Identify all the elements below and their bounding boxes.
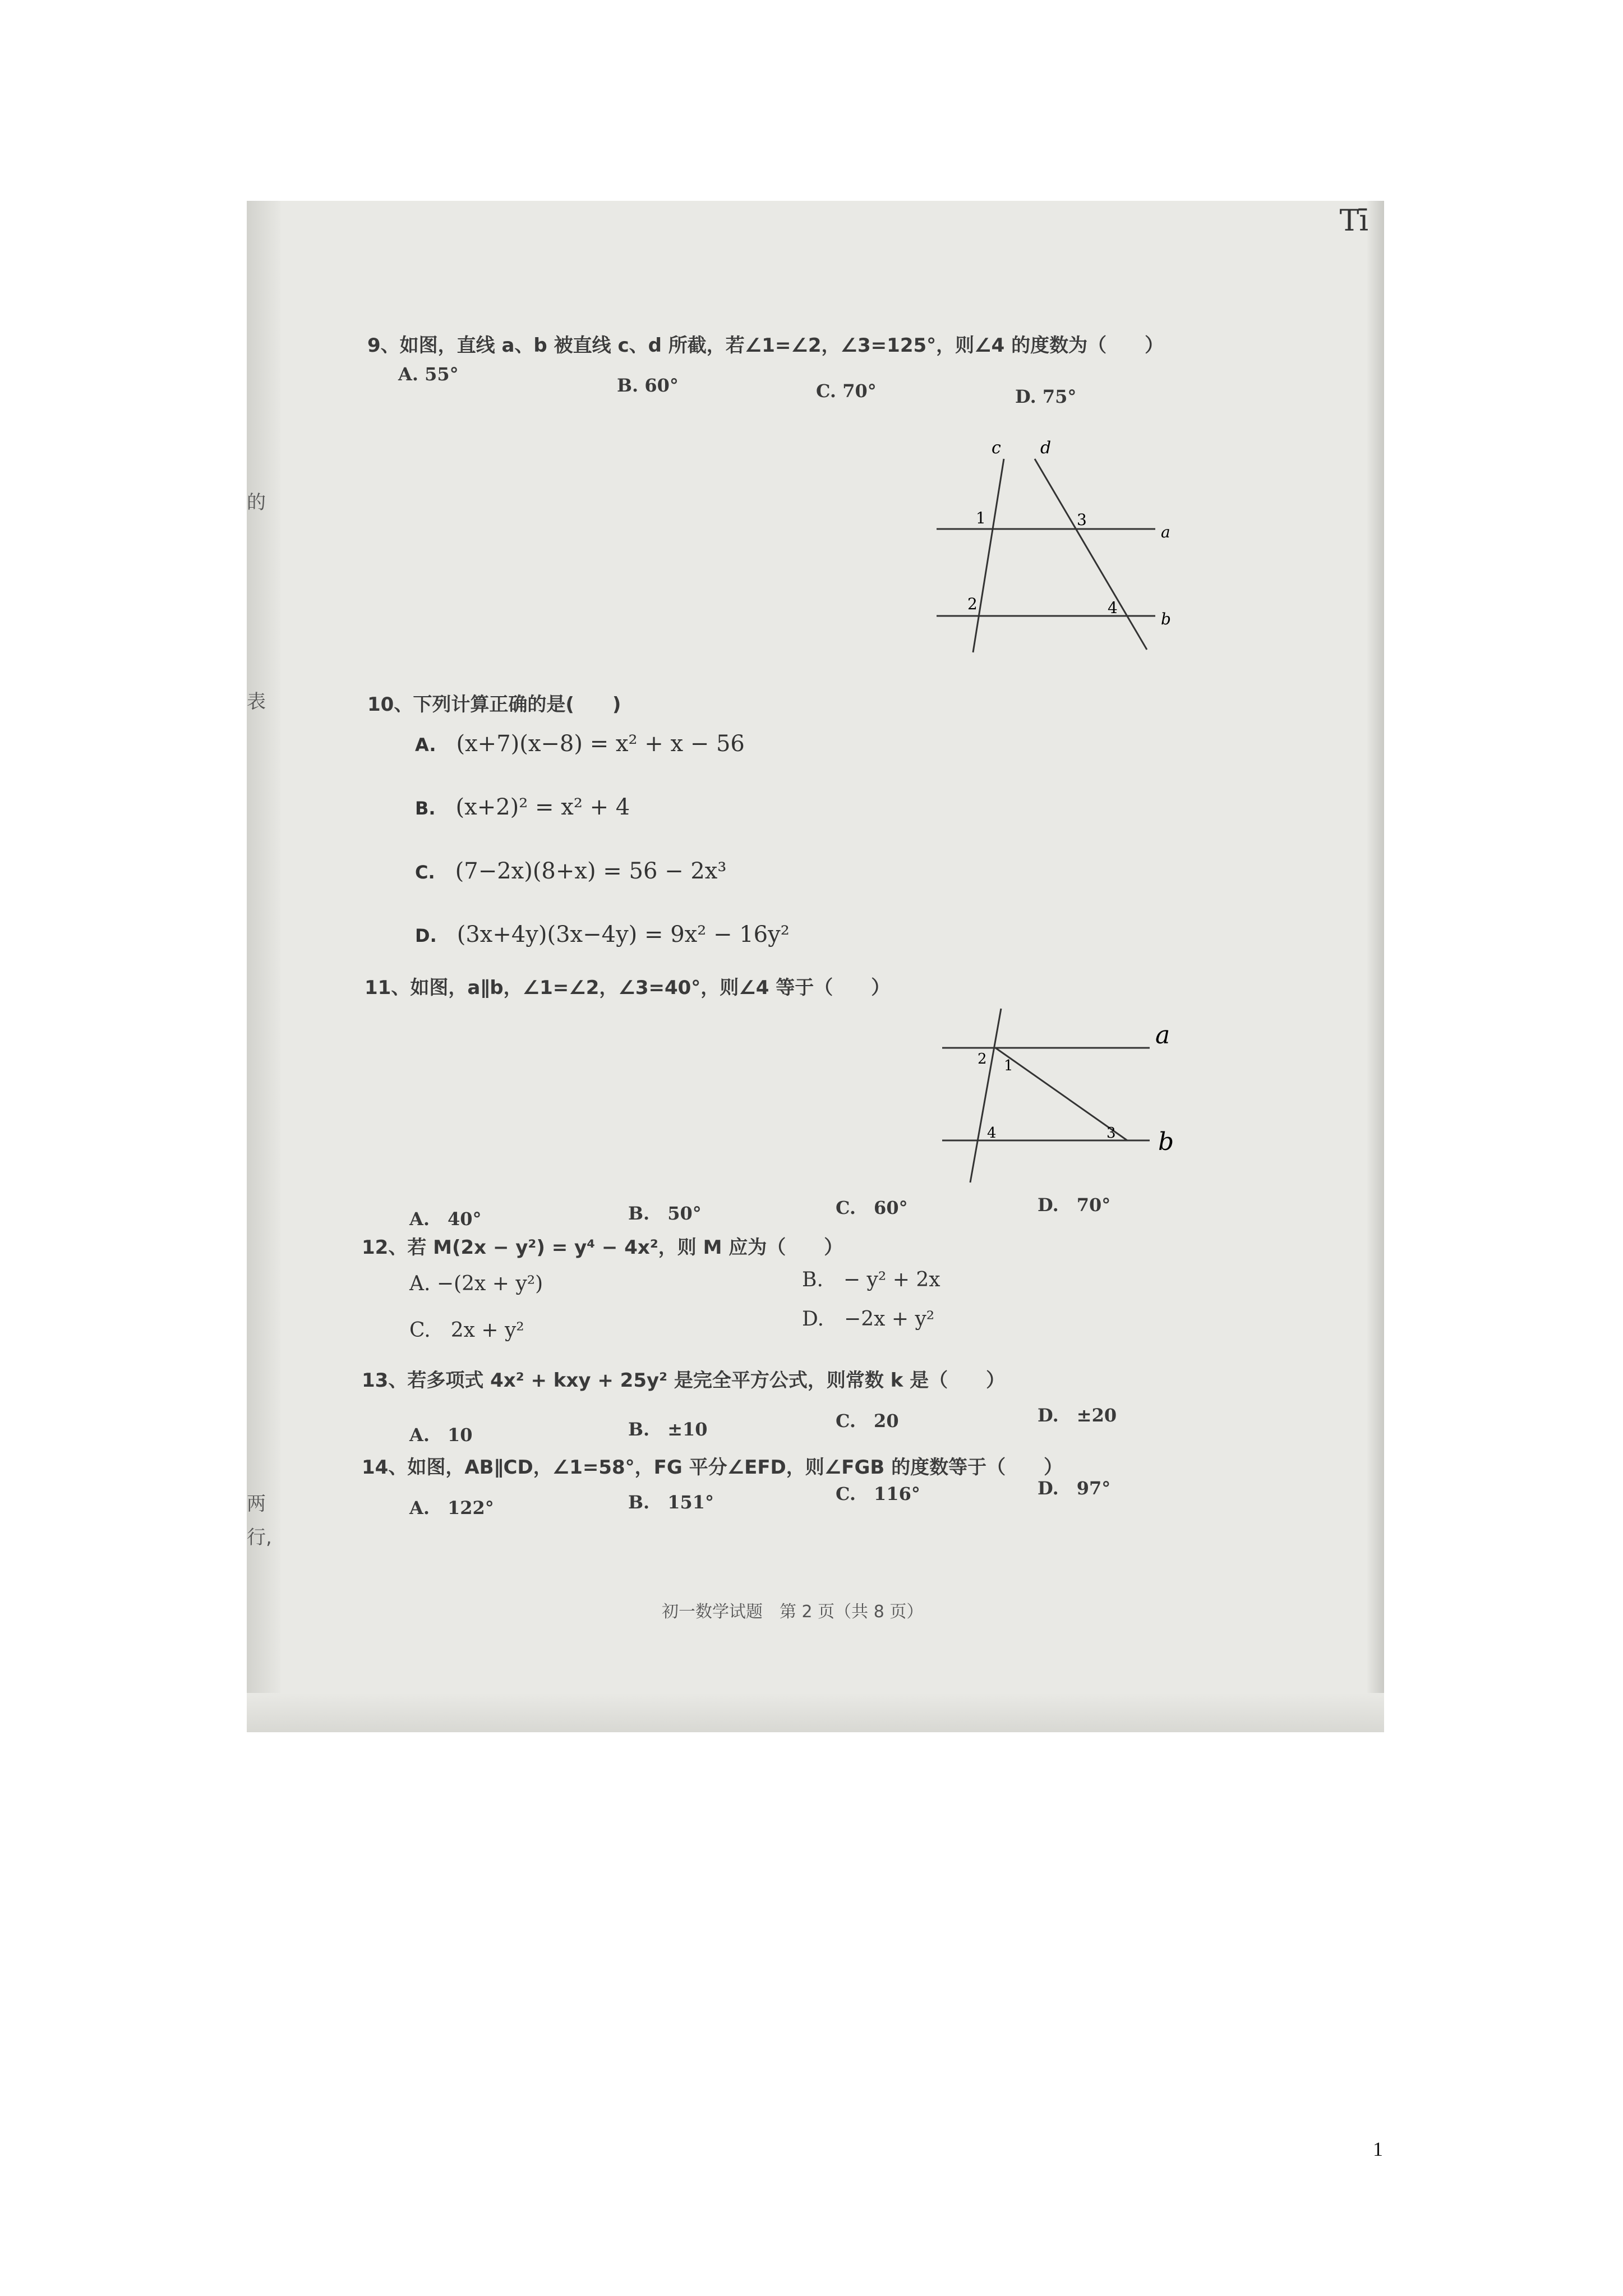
question-11-stem: 11、如图，a∥b，∠1=∠2，∠3=40°，则∠4 等于（ ）: [365, 977, 891, 999]
option-expression: (7−2x)(8+x) = 56 − 2x³: [455, 858, 727, 884]
question-13-stem: 13、若多项式 4x² + kxy + 25y² 是完全平方公式，则常数 k 是（ ）: [362, 1369, 1006, 1392]
corner-mark: Tī: [1339, 204, 1368, 238]
question-10-stem: 10、下列计算正确的是( ): [367, 693, 621, 716]
label-a: a: [1155, 1021, 1170, 1050]
q10-option-a: [415, 731, 745, 757]
q10-option-c: [415, 858, 726, 884]
q13-option-c: C. 20: [836, 1410, 899, 1432]
question-12-stem: 12、若 M(2x − y²) = y⁴ − 4x²，则 M 应为（ ）: [362, 1236, 843, 1259]
q11-option-c: C. 60°: [836, 1197, 908, 1218]
q14-option-c: C. 116°: [836, 1483, 920, 1504]
q12-option-a: A. −(2x + y²): [409, 1272, 543, 1295]
margin-note: 两: [247, 1493, 266, 1515]
line-c: [973, 459, 1004, 652]
q13-option-b: B. ±10: [628, 1419, 708, 1440]
option-expression: (x+7)(x−8) = x² + x − 56: [456, 731, 745, 757]
q11-option-a: A. 40°: [409, 1208, 482, 1230]
page-number: 1: [1373, 2138, 1383, 2160]
option-expression: (x+2)² = x² + 4: [455, 794, 630, 820]
angle-3-label: 3: [1077, 510, 1087, 529]
option-label: B.: [415, 798, 436, 819]
label-a: a: [1161, 523, 1170, 541]
exam-footer: 初一数学试题 第 2 页（共 8 页）: [662, 1602, 924, 1622]
margin-note: 的: [247, 491, 266, 514]
option-label: C.: [415, 862, 435, 883]
q9-option-a: A. 55°: [398, 364, 459, 385]
transversal: [970, 1009, 1001, 1182]
q9-option-d: D. 75°: [1015, 386, 1077, 407]
angle-1-label: 1: [1004, 1057, 1013, 1074]
q14-option-b: B. 151°: [628, 1492, 714, 1513]
angle-2-label: 2: [978, 1051, 987, 1068]
angle-4-label: 4: [1108, 599, 1118, 617]
q12-option-d: D. −2x + y²: [802, 1308, 935, 1331]
question-14-stem: 14、如图，AB∥CD，∠1=58°，FG 平分∠EFD，则∠FGB 的度数等于（ ）: [362, 1456, 1063, 1479]
q13-option-a: A. 10: [409, 1424, 473, 1446]
angle-2-label: 2: [967, 595, 978, 613]
question-9-stem: 9、如图，直线 a、b 被直线 c、d 所截，若∠1=∠2，∠3=125°，则∠4 的度数为（ ）: [367, 334, 1164, 357]
q10-option-b: [415, 794, 630, 820]
label-b: b: [1161, 610, 1171, 628]
q14-option-a: A. 122°: [409, 1497, 494, 1519]
q12-option-b: B. − y² + 2x: [802, 1268, 940, 1291]
label-b: b: [1158, 1128, 1174, 1156]
q14-option-d: D. 97°: [1038, 1478, 1111, 1499]
angle-1-label: 1: [976, 509, 986, 527]
label-d: d: [1040, 438, 1052, 458]
q11-option-b: B. 50°: [628, 1203, 702, 1224]
q12-option-c: C. 2x + y²: [409, 1319, 524, 1342]
angle-3-label: 3: [1106, 1125, 1116, 1142]
q9-figure: [931, 431, 1189, 655]
q11-figure: [931, 1003, 1189, 1194]
q9-option-b: B. 60°: [617, 375, 679, 396]
q11-option-d: D. 70°: [1038, 1194, 1111, 1216]
page-shadow-right: [1367, 201, 1384, 1732]
q9-option-c: C. 70°: [816, 380, 877, 402]
option-label: A.: [415, 734, 436, 756]
label-c: c: [992, 438, 1001, 458]
margin-note: 行,: [247, 1526, 272, 1549]
q13-option-d: D. ±20: [1038, 1405, 1117, 1426]
option-label: D.: [415, 925, 437, 946]
q10-option-d: [415, 922, 790, 947]
scanned-exam-photo: [247, 201, 1384, 1732]
angle-4-label: 4: [987, 1125, 997, 1142]
option-expression: (3x+4y)(3x−4y) = 9x² − 16y²: [457, 922, 790, 947]
margin-note: 表: [247, 691, 266, 713]
line-d: [1035, 459, 1147, 650]
page-shadow-bottom: [247, 1693, 1384, 1732]
